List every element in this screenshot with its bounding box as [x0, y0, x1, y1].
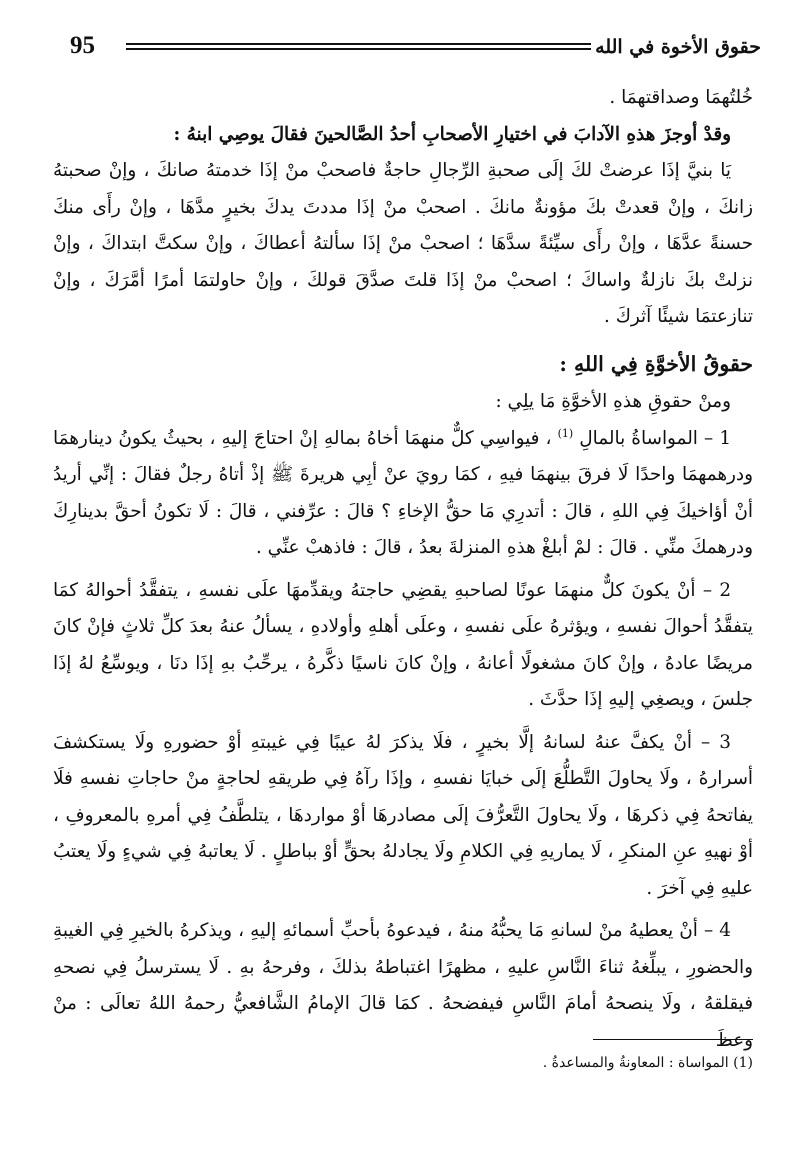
list-item-3 [53, 725, 753, 908]
paragraph-advice: يَا بنيَّ إذَا عرضتْ لكَ إلَى صحبةِ الرِّجالِ حاجةٌ فاصحبْ منْ إذَا خدمتهُ صانكَ ، وإنْ صحبتهُ زانكَ ، وإنْ قعدتْ بكَ مؤونةٌ مانكَ . اصحبْ منْ إذَا مددتَ يدكَ بخيرٍ مدَّهَا ، وإنْ رأَى منكَ حسنةً عدَّهَا ، وإنْ رأَى سيِّئةً سدَّهَا ؛ اصحبْ منْ إذَا سألتهُ أعطاكَ ، وإنْ سكتَّ ابتداكَ ، وإنْ نزلتْ بكَ نازلةٌ واساكَ ؛ اصحبْ منْ إذَا قلتَ صدَّقَ قولكَ ، وإنْ حاولتمَا أمرًا أمَّرَكَ ، وإنْ تنازعتمَا شيئًا آثركَ . [53, 160, 753, 327]
footnote-number: (1) [733, 1055, 753, 1071]
item-text: أنْ يكفَّ عنهُ لسانهُ إلَّا بخيرٍ ، فلَا يذكرَ لهُ عيبًا فِي غيبتهِ أوْ حضورهِ ولَا يستكشفَ أسرارهُ ، ولَا يحاولَ التَّطلُّعَ إلَى خبايَا نفسهِ ، وإذَا رآهُ فِي طريقهِ لحاجةٍ منْ حاجاتِ نفسهِ فلَا يفاتحهُ فِي ذكرهَا ، ولَا يحاولَ التَّعرُّفَ إلَى مصادرهَا أوْ مواردهَا ، يتلطَّفُ فِي أمرهِ بالمعروفِ ، أوْ نهيهِ عنِ المنكرِ ، لَا يماريهِ فِي الكلامِ ولَا يجادلهُ بحقٍّ أوْ بباطلٍ . لَا يعاتبهُ فِي شيءٍ ولَا يعتبُ عليهِ فِي آخرَ . [53, 731, 753, 899]
item-text: المواساةُ بالمالِ [579, 427, 698, 449]
item-text: ، فيواسِي كلٌّ منهمَا أخاهُ بمالهِ إنْ احتاجَ إليهِ ، بحيثُ يكونُ دينارهمَا ودرهمهمَا واحدًا لَا فرقَ بينهمَا فيهِ ، كمَا رويَ عنْ أبِي هريرةَ ﷺ إذْ أتاهُ رجلٌ فقالَ : إنِّي أريدُ أنْ أؤاخيكَ فِي اللهِ ، قالَ : أتدرِي مَا حقُّ الإخاءِ ؟ قالَ : عرِّفني ، قالَ : لَا تكونُ أحقَّ بدينارِكَ ودرهمكَ منِّي . قالَ : لمْ أبلغْ هذهِ المنزلةَ بعدُ ، قالَ : فاذهبْ عنِّي . [53, 427, 753, 558]
item-text: أنْ يكونَ كلٌّ منهمَا عونًا لصاحبهِ يقضِي حاجتهُ ويقدِّمهَا علَى نفسهِ ، يتفقَّدُ أحوالهُ كمَا يتفقَّدُ أحوالَ نفسهِ ، ويؤثرهُ علَى نفسهِ ، وعلَى أهلهِ وأولادهِ ، يسألُ عنهُ بعدَ كلِّ ثلاثٍ فإنْ كانَ مريضًا عادهُ ، وإنْ كانَ مشغولًا أعانهُ ، وإنْ كانَ ناسيًا ذكَّرهُ ، يرحِّبُ بهِ إذَا دنَا ، ويوسِّعُ لهُ إذَا جلسَ ، ويصغِي إليهِ إذَا حدَّثَ . [53, 579, 753, 710]
item-text: أنْ يعطيهُ منْ لسانهِ مَا يحبُّهُ منهُ ، فيدعوهُ بأحبِّ أسمائهِ إليهِ ، ويذكرهُ بالخيرِ فِي الغيبةِ والحضورِ ، يبلِّغهُ ثناءَ النَّاسِ عليهِ ، مظهرًا اغتباطهُ بذلكَ ، وفرحهُ بهِ . لَا يسترسلُ فِي نصحهِ فيقلقهُ ، ولَا ينصحهُ أمامَ النَّاسِ فيفضحهُ . كمَا قالَ الإمامُ الشَّافعيُّ رحمهُ اللهُ تعالَى : منْ وعظَ [53, 920, 753, 1051]
header-rule [126, 43, 591, 50]
footnote-divider [593, 1039, 753, 1040]
page-number: 95 [70, 32, 95, 59]
footnote-text: المواساة : المعاونةُ والمساعدةُ . [542, 1055, 734, 1071]
item-number: 2 – [695, 579, 732, 601]
running-header [70, 34, 761, 60]
section-heading: حقوقُ الأخوَّةِ فِي اللهِ : [559, 351, 753, 376]
section-intro: ومنْ حقوقِ هذهِ الأخوَّةِ مَا يلِي : [495, 391, 731, 412]
list-item-1 [53, 421, 753, 567]
paragraph-intro-advice: وقدْ أوجزَ هذهِ الآدابَ في اختيارِ الأصحابِ أحدُ الصَّالحينَ فقالَ يوصِي ابنهُ : [173, 123, 731, 145]
item-number: 4 – [697, 920, 731, 941]
list-item-2 [53, 573, 753, 719]
list-item-4 [53, 913, 753, 1059]
item-number: 3 – [692, 731, 731, 753]
footnote-reference: (1) [557, 426, 574, 440]
item-number: 1 – [697, 427, 732, 449]
page-body [53, 80, 753, 1059]
paragraph-continuation: خُلتُهمَا وصداقتهمَا . [609, 87, 753, 108]
header-title: حقوق الأخوة في الله [595, 36, 761, 58]
footnote [53, 1050, 753, 1076]
